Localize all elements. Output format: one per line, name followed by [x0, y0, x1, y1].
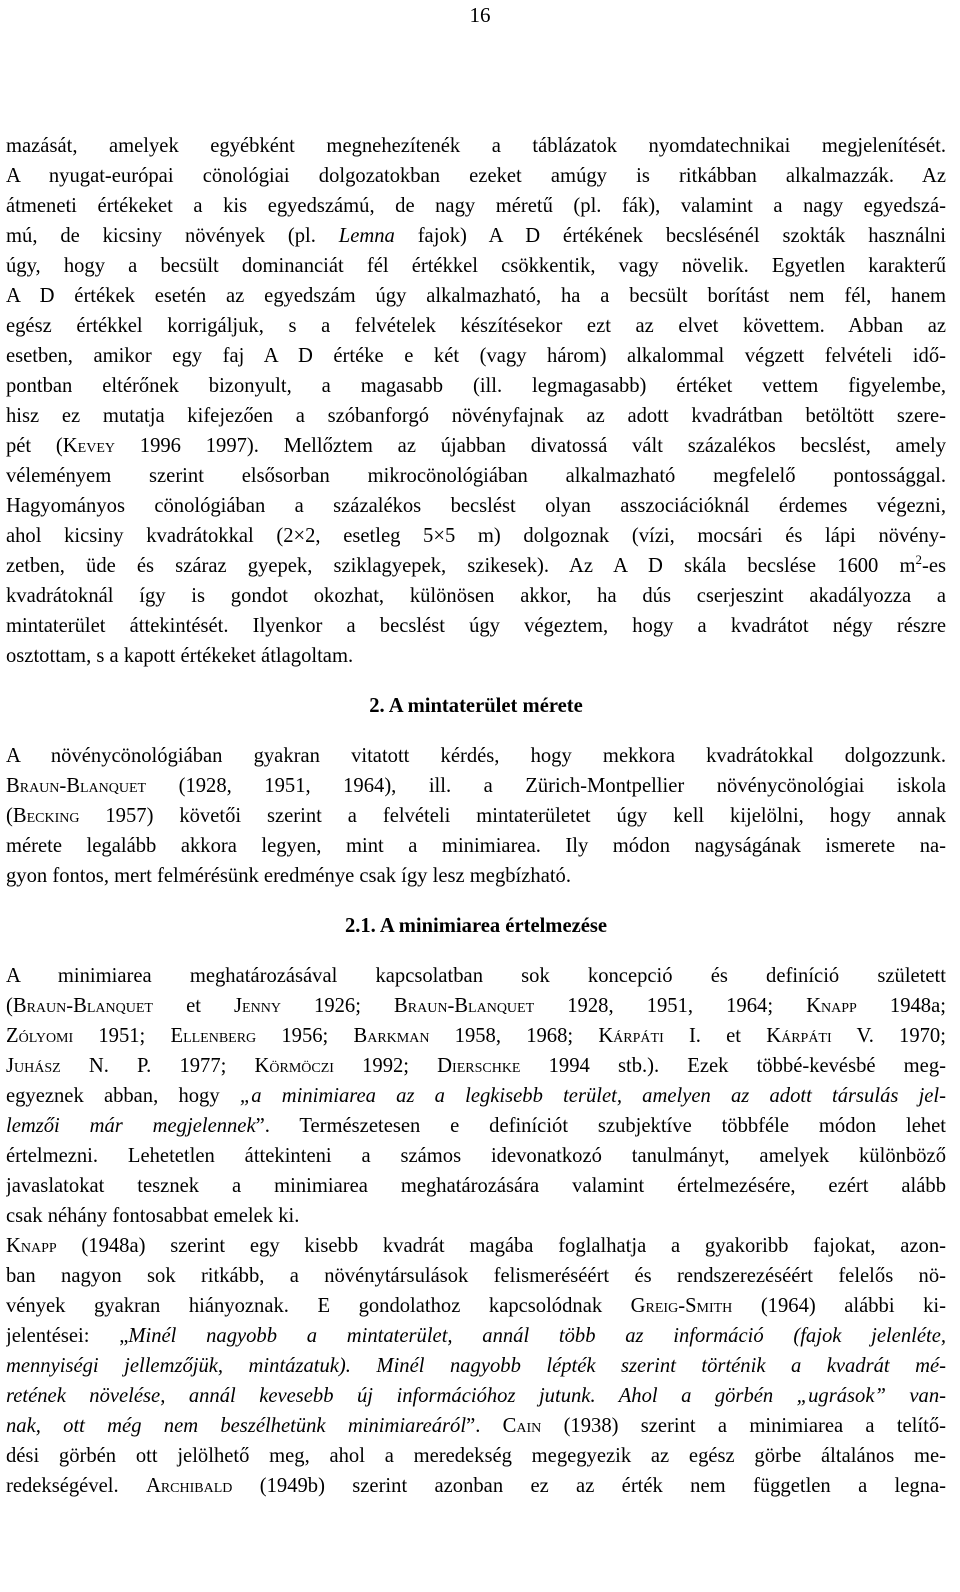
author-name: Kárpáti V.	[766, 1025, 874, 1047]
superscript: 2	[915, 552, 922, 567]
author-name: Körmöczi	[254, 1055, 334, 1077]
text-line: pontban eltérőnek bizonyult, a magasabb (ill. legmagasabb) értéket vettem figyelembe,	[6, 375, 946, 397]
body-text	[6, 131, 946, 1501]
text-line: A D értékek esetén az egyedszám úgy alkalmazható, ha a becsült borítást nem fél, hanem	[6, 285, 946, 307]
spacer	[6, 891, 946, 911]
text-line: (Becking 1957) követői szerint a felvételi mintaterületet úgy kell kijelölni, hogy annak	[6, 805, 946, 827]
section-heading: 2. A mintaterület mérete	[369, 695, 583, 717]
text-line: vények gyakran hiányoznak. E gondolathoz kapcsolódnak Greig-Smith (1964) alábbi ki-	[6, 1295, 946, 1317]
text-line: zetben, üde és száraz gyepek, sziklagyepek, szikesek). Az A D skála becslése 1600 $m^2-es$	[6, 552, 946, 577]
text-line: ban nagyon sok ritkább, a növénytársulások felismeréséért és rendszerezéséért felelős nö-	[6, 1265, 946, 1287]
text-line: mintaterület áttekintését. Ilyenkor a becslést úgy végeztem, hogy a kvadrátot négy részre	[6, 615, 946, 637]
text-line: lemzői már megjelennek”. Természetesen e definíciót szubjektíve többféle módon lehet	[6, 1115, 946, 1137]
text-line: csak néhány fontosabbat emelek ki.	[6, 1205, 300, 1227]
page-number: 16	[469, 3, 491, 27]
author-name: Knapp	[806, 995, 857, 1017]
quotation: mennyiségi jellemzőjük, mintázatuk). Minél nagyobb lépték szerint történik a kvadrát mé-	[6, 1355, 946, 1377]
text-line	[6, 1381, 946, 1411]
text-line: egyeznek abban, hogy „a minimiarea az a legkisebb terület, amelyen az adott társulás jel-	[6, 1085, 946, 1107]
author-name: Ellenberg	[170, 1025, 257, 1047]
author-name: Archibald	[145, 1475, 233, 1497]
text-line: nak, ott még nem beszélhetünk minimiareáról”. Cain (1938) szerint a minimiarea a telítő-	[6, 1415, 946, 1437]
text-line: gyon fontos, mert felmérésünk eredménye csak így lesz megbízható.	[6, 865, 572, 887]
author-name: Knapp	[6, 1235, 57, 1257]
text-line: úgy, hogy a becsült dominanciát fél értékkel csökkentik, vagy növelik. Egyetlen karakterű	[6, 255, 946, 277]
spacer	[6, 721, 946, 741]
text-line	[6, 1351, 946, 1381]
text-line: ahol kicsiny kvadrátokkal (2×2, esetleg 5×5 m) dolgoznak (vízi, mocsári és lápi növény-	[6, 525, 946, 547]
author-name: Zólyomi	[6, 1025, 74, 1047]
text-line: kvadrátoknál így is gondot okozhat, különösen akkor, ha dús cserjeszint akadályozza a	[6, 585, 946, 607]
author-name: Greig-Smith	[630, 1295, 733, 1317]
text-line: mérete legalább akkora legyen, mint a minimiarea. Ily módon nagyságának ismerete na-	[6, 835, 946, 857]
subsection-heading: 2.1. A minimiarea értelmezése	[344, 915, 608, 937]
text-line: javaslatokat tesznek a minimiarea meghatározására valamint értelmezésére, ezért alább	[6, 1175, 946, 1197]
text-line: Knapp (1948a) szerint egy kisebb kvadrát magába foglalhatja a gyakoribb fajokat, azon-	[6, 1235, 946, 1257]
text-line: redekségével. Archibald (1949b) szerint azonban ez az érték nem független a legna-	[6, 1475, 946, 1497]
text-line: osztottam, s a kapott értékeket átlagoltam.	[6, 645, 354, 667]
text-line: Juhász N. P. 1977; Körmöczi 1992; Dierschke 1994 stb.). Ezek többé-kevésbé meg-	[6, 1055, 946, 1077]
author-name: Braun-Blanquet	[6, 775, 147, 797]
text-line: dési görbén ott jelölhető meg, ahol a meredekség megegyezik az egész görbe általános me-	[6, 1445, 946, 1467]
quotation: Minél nagyobb a mintaterület, annál több az információ (fajok jelenléte,	[128, 1325, 946, 1347]
author-name: Kevey	[62, 435, 115, 457]
author-name: Juhász N. P.	[6, 1055, 152, 1077]
text-line: Zólyomi 1951; Ellenberg 1956; Barkman 1958, 1968; Kárpáti I. et Kárpáti V. 1970;	[6, 1025, 946, 1047]
text-line: egész értékkel korrigáljuk, s a felvételek készítésekor ezt az elvet követtem. Abban az	[6, 315, 946, 337]
author-name: Kárpáti I.	[598, 1025, 701, 1047]
author-name: Braun-Blanquet	[12, 995, 153, 1017]
text-line: Hagyományos cönológiában a százalékos becslést olyan asszociációknál érdemes végezni,	[6, 495, 946, 517]
text-line: esetben, amikor egy faj A D értéke e két (vagy három) alkalommal végzett felvételi idő-	[6, 345, 946, 367]
spacer	[6, 671, 946, 691]
text-line: mú, de kicsiny növények (pl. Lemna fajok) A D értékének becslésénél szokták használni	[6, 225, 946, 247]
species-name: Lemna	[338, 225, 395, 247]
text-line: értelmezni. Lehetetlen áttekinteni a számos idevonatkozó tanulmányt, amelyek különböző	[6, 1145, 946, 1167]
text-line: Braun-Blanquet (1928, 1951, 1964), ill. a Zürich-Montpellier növénycönológiai iskola	[6, 775, 946, 797]
author-name: Braun-Blanquet	[394, 995, 535, 1017]
text-line: hisz ez mutatja kifejezően a szóbanforgó növényfajnak az adott kvadrátban betöltött szere-	[6, 405, 946, 427]
text-line: mazását, amelyek egyébként megnehezítenék a táblázatok nyomdatechnikai megjelenítését.	[6, 135, 946, 157]
text-line: (Braun-Blanquet et Jenny 1926; Braun-Blanquet 1928, 1951, 1964; Knapp 1948a;	[6, 995, 946, 1017]
text-line: A növénycönológiában gyakran vitatott kérdés, hogy mekkora kvadrátokkal dolgozzunk.	[6, 745, 946, 767]
author-name: Dierschke	[437, 1055, 521, 1077]
text-line: átmeneti értékeket a kis egyedszámú, de nagy méretű (pl. fák), valamint a nagy egyedszá-	[6, 195, 946, 217]
author-name: Jenny	[234, 995, 281, 1017]
text-line: A nyugat-európai cönológiai dolgozatokban ezeket amúgy is ritkábban alkalmazzák. Az	[6, 165, 946, 187]
text-line: A minimiarea meghatározásával kapcsolatban sok koncepció és definíció született	[6, 965, 946, 987]
text-line: véleményem szerint elsősorban mikrocönológiában alkalmazható megfelelő pontossággal.	[6, 465, 946, 487]
author-name: Barkman	[353, 1025, 430, 1047]
text-line: pét (Kevey 1996 1997). Mellőztem az újabban divatossá vált százalékos becslést, amely	[6, 435, 946, 457]
quoted-definition: lemzői már megjelennek	[6, 1115, 256, 1137]
author-name: Becking	[12, 805, 80, 827]
author-name: Cain	[502, 1415, 542, 1437]
quoted-definition: „a minimiarea az a legkisebb terület, amelyen az adott társulás jel-	[239, 1085, 946, 1107]
quotation: retének növelése, annál kevesebb új információhoz jutunk. Ahol a görbén „ugrások” van-	[6, 1385, 946, 1407]
quotation: nak, ott még nem beszélhetünk minimiareáról	[6, 1415, 467, 1437]
text-line: jelentései: „Minél nagyobb a mintaterület, annál több az információ (fajok jelenléte,	[6, 1325, 946, 1347]
spacer	[6, 941, 946, 961]
